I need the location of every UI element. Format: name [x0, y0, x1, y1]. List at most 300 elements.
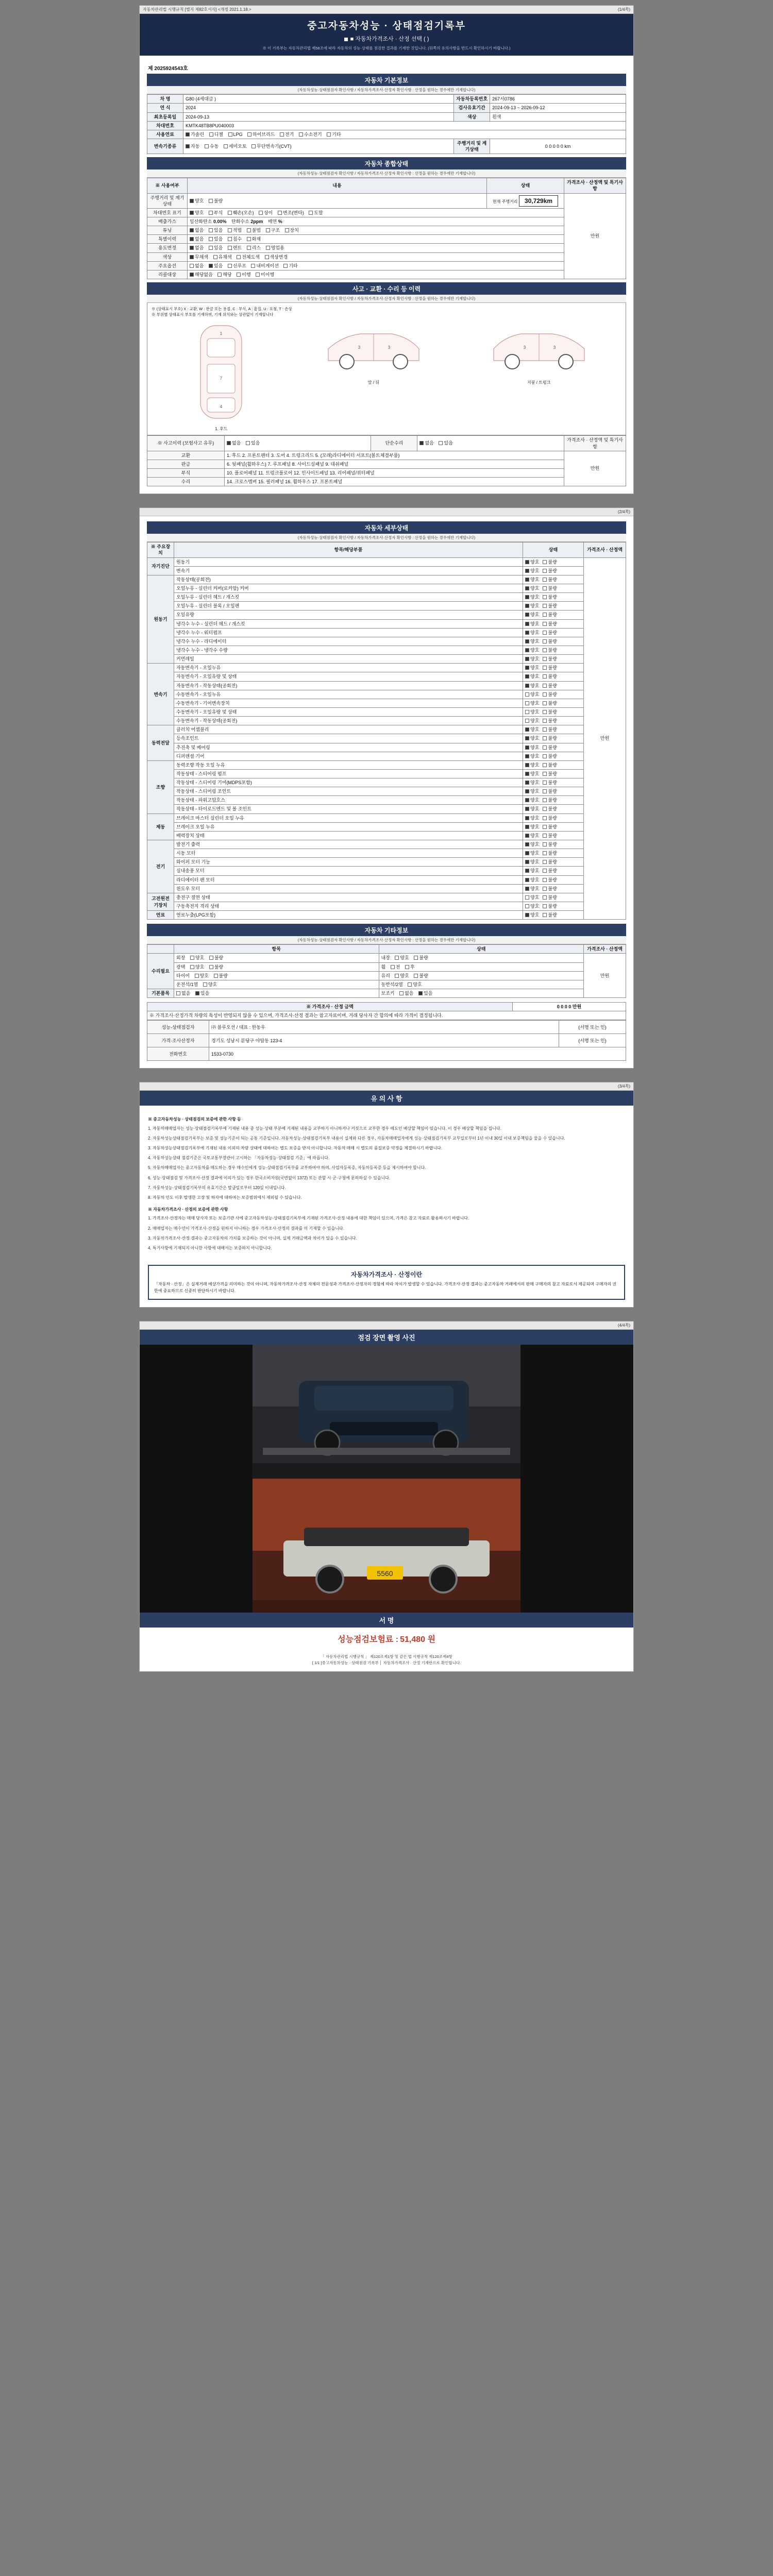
checkbox-icon[interactable]	[186, 144, 190, 148]
state-bad[interactable]: 불량	[543, 691, 557, 698]
checkbox-icon[interactable]	[543, 631, 547, 635]
state-good[interactable]: 양호	[525, 577, 539, 583]
checkbox-icon[interactable]	[190, 965, 194, 969]
state-bad[interactable]: 불량	[543, 656, 557, 662]
checkbox-icon[interactable]	[190, 246, 194, 250]
checkbox-icon[interactable]	[237, 255, 241, 259]
checkbox-icon[interactable]	[525, 692, 529, 697]
checkbox-icon[interactable]	[543, 595, 547, 599]
checkbox-icon[interactable]	[278, 211, 282, 215]
state-bad[interactable]: 불량	[543, 577, 557, 583]
state-good[interactable]: 양호	[525, 797, 539, 803]
checkbox-icon[interactable]	[395, 956, 399, 960]
checkbox-icon[interactable]	[237, 273, 241, 277]
state-bad[interactable]: 불량	[543, 709, 557, 715]
checkbox-icon[interactable]	[543, 763, 547, 767]
state-good[interactable]: 양호	[525, 585, 539, 591]
checkbox-icon[interactable]	[525, 613, 529, 617]
checkbox-icon[interactable]	[525, 604, 529, 608]
state-good[interactable]: 양호	[525, 621, 539, 627]
checkbox-icon[interactable]	[525, 631, 529, 635]
checkbox-icon[interactable]	[190, 956, 194, 960]
wheel-front[interactable]: 전	[391, 964, 400, 970]
checkbox-icon[interactable]	[543, 684, 547, 688]
checkbox-icon[interactable]	[525, 887, 529, 891]
state-good[interactable]: 양호	[525, 877, 539, 883]
checkbox-icon[interactable]	[525, 772, 529, 776]
fuel-option-gasoline[interactable]: 가솔린	[186, 131, 204, 138]
state-good[interactable]: 양호	[525, 859, 539, 865]
fuel-option-hydrogen[interactable]: 수소전기	[299, 131, 322, 138]
trans-option-cvt[interactable]: 무단변속기(CVT)	[251, 143, 291, 149]
checkbox-icon[interactable]	[525, 639, 529, 643]
exterior-bad[interactable]: 불량	[209, 955, 223, 961]
inspector-sign[interactable]: (서명 또는 인)	[559, 1021, 626, 1034]
state-good[interactable]: 양호	[525, 647, 539, 653]
checkbox-icon[interactable]	[543, 789, 547, 793]
checkbox-icon[interactable]	[543, 904, 547, 908]
state-good[interactable]: 양호	[525, 886, 539, 892]
accident-none[interactable]: 없음	[227, 440, 241, 446]
checkbox-icon[interactable]	[209, 264, 213, 268]
checkbox-icon[interactable]	[543, 586, 547, 590]
state-bad[interactable]: 불량	[543, 894, 557, 901]
checkbox-icon[interactable]	[228, 211, 232, 215]
checkbox-icon[interactable]	[525, 904, 529, 908]
checkbox-icon[interactable]	[408, 982, 412, 987]
checkbox-icon[interactable]	[195, 991, 199, 995]
checkbox-icon[interactable]	[543, 719, 547, 723]
state-bad[interactable]: 불량	[543, 779, 557, 786]
checkbox-icon[interactable]	[543, 674, 547, 679]
tuning-structure[interactable]: 구조	[266, 227, 280, 233]
checkbox-icon[interactable]	[391, 965, 395, 969]
special-fire[interactable]: 화재	[247, 236, 261, 242]
state-good[interactable]: 양호	[525, 683, 539, 689]
state-bad[interactable]: 불량	[543, 559, 557, 565]
color-changed[interactable]: 색상변경	[265, 254, 288, 260]
state-bad[interactable]: 불량	[543, 868, 557, 874]
checkbox-icon[interactable]	[246, 441, 250, 445]
checkbox-icon[interactable]	[525, 895, 529, 900]
state-bad[interactable]: 불량	[543, 638, 557, 645]
checkbox-icon[interactable]	[543, 869, 547, 873]
checkbox-icon[interactable]	[525, 851, 529, 855]
trans-option-auto[interactable]: 자동	[186, 143, 199, 149]
checkbox-icon[interactable]	[283, 264, 288, 268]
simple-none[interactable]: 없음	[419, 440, 433, 446]
checkbox-icon[interactable]	[299, 132, 303, 137]
checkbox-icon[interactable]	[543, 560, 547, 564]
vin-erased[interactable]: 도말	[309, 210, 323, 216]
checkbox-icon[interactable]	[203, 982, 207, 987]
options-navigation[interactable]: 내비게이션	[251, 263, 278, 269]
checkbox-icon[interactable]	[543, 913, 547, 917]
state-bad[interactable]: 불량	[543, 612, 557, 618]
state-bad[interactable]: 불량	[543, 850, 557, 856]
simple-yes[interactable]: 있음	[439, 440, 452, 446]
state-good[interactable]: 양호	[525, 868, 539, 874]
state-bad[interactable]: 불량	[543, 788, 557, 794]
state-bad[interactable]: 불량	[543, 630, 557, 636]
checkbox-icon[interactable]	[543, 834, 547, 838]
checkbox-icon[interactable]	[285, 228, 289, 232]
trans-option-semi[interactable]: 세미오토	[224, 143, 247, 149]
checkbox-icon[interactable]	[190, 228, 194, 232]
checkbox-icon[interactable]	[247, 246, 251, 250]
checkbox-icon[interactable]	[525, 657, 529, 661]
state-bad[interactable]: 불량	[543, 621, 557, 627]
checkbox-icon[interactable]	[525, 736, 529, 740]
checkbox-icon[interactable]	[251, 264, 255, 268]
state-good[interactable]: 양호	[525, 673, 539, 680]
state-bad[interactable]: 불량	[543, 673, 557, 680]
options-none[interactable]: 없음	[190, 263, 204, 269]
checkbox-icon[interactable]	[525, 595, 529, 599]
vin-damage[interactable]: 훼손(오손)	[228, 210, 254, 216]
checkbox-icon[interactable]	[259, 211, 263, 215]
checkbox-icon[interactable]	[228, 264, 232, 268]
checkbox-icon[interactable]	[209, 211, 213, 215]
recall-done[interactable]: 이행	[237, 272, 250, 278]
checkbox-icon[interactable]	[399, 991, 404, 995]
state-good[interactable]: 양호	[525, 638, 539, 645]
state-bad[interactable]: 불량	[543, 815, 557, 821]
checkbox-icon[interactable]	[525, 878, 529, 882]
checkbox-icon[interactable]	[525, 578, 529, 582]
state-bad[interactable]: 불량	[543, 859, 557, 865]
state-good[interactable]: 양호	[525, 753, 539, 759]
odo-good[interactable]: 양호	[190, 198, 204, 204]
checkbox-icon[interactable]	[214, 974, 218, 978]
checkbox-icon[interactable]	[525, 569, 529, 573]
checkbox-icon[interactable]	[543, 701, 547, 705]
checkbox-icon[interactable]	[209, 199, 213, 203]
state-good[interactable]: 양호	[525, 709, 539, 715]
state-bad[interactable]: 불량	[543, 585, 557, 591]
checkbox-icon[interactable]	[405, 965, 409, 969]
checkbox-icon[interactable]	[209, 246, 213, 250]
checkbox-icon[interactable]	[525, 719, 529, 723]
checkbox-icon[interactable]	[543, 604, 547, 608]
state-bad[interactable]: 불량	[543, 735, 557, 741]
state-good[interactable]: 양호	[525, 568, 539, 574]
state-good[interactable]: 양호	[525, 630, 539, 636]
state-bad[interactable]: 불량	[543, 726, 557, 733]
checkbox-icon[interactable]	[190, 273, 194, 277]
checkbox-icon[interactable]	[525, 825, 529, 829]
state-bad[interactable]: 불량	[543, 603, 557, 609]
state-bad[interactable]: 불량	[543, 771, 557, 777]
state-good[interactable]: 양호	[525, 612, 539, 618]
seat2-good[interactable]: 양호	[408, 981, 422, 988]
checkbox-icon[interactable]	[543, 807, 547, 811]
checkbox-icon[interactable]	[419, 441, 424, 445]
checkbox-icon[interactable]	[525, 622, 529, 626]
checkbox-icon[interactable]	[209, 237, 213, 241]
special-flood[interactable]: 침수	[228, 236, 242, 242]
checkbox-icon[interactable]	[205, 144, 209, 148]
wheel-rear[interactable]: 후	[405, 964, 415, 970]
checkbox-icon[interactable]	[543, 887, 547, 891]
checkbox-icon[interactable]	[439, 441, 443, 445]
state-bad[interactable]: 불량	[543, 797, 557, 803]
state-bad[interactable]: 불량	[543, 700, 557, 706]
checkbox-icon[interactable]	[543, 895, 547, 900]
checkbox-icon[interactable]	[543, 639, 547, 643]
color-chromatic[interactable]: 유채색	[213, 254, 232, 260]
checkbox-icon[interactable]	[251, 144, 256, 148]
vin-diff[interactable]: 상이	[259, 210, 273, 216]
checkbox-icon[interactable]	[543, 781, 547, 785]
state-bad[interactable]: 불량	[543, 683, 557, 689]
state-bad[interactable]: 불량	[543, 886, 557, 892]
state-bad[interactable]: 불량	[543, 912, 557, 918]
tuning-device[interactable]: 장치	[285, 227, 299, 233]
polish-good[interactable]: 양호	[190, 964, 204, 970]
checkbox-icon[interactable]	[256, 273, 260, 277]
checkbox-icon[interactable]	[543, 666, 547, 670]
state-bad[interactable]: 불량	[543, 594, 557, 600]
appraiser-sign[interactable]: (서명 또는 인)	[559, 1034, 626, 1047]
checkbox-icon[interactable]	[525, 754, 529, 758]
checkbox-icon[interactable]	[543, 860, 547, 864]
checkbox-icon[interactable]	[525, 586, 529, 590]
fuel-option-other[interactable]: 기타	[327, 131, 341, 138]
checkbox-icon[interactable]	[395, 974, 399, 978]
state-good[interactable]: 양호	[525, 735, 539, 741]
checkbox-icon[interactable]	[525, 789, 529, 793]
color-full-repaint[interactable]: 전체도색	[237, 254, 260, 260]
checkbox-icon[interactable]	[217, 273, 222, 277]
tuning-legal[interactable]: 적법	[228, 227, 242, 233]
exterior-good[interactable]: 양호	[190, 955, 204, 961]
basic-none[interactable]: 없음	[176, 990, 190, 996]
vin-rust[interactable]: 부식	[209, 210, 223, 216]
state-good[interactable]: 양호	[525, 833, 539, 839]
state-good[interactable]: 양호	[525, 824, 539, 830]
checkbox-icon[interactable]	[525, 684, 529, 688]
checkbox-icon[interactable]	[266, 228, 270, 232]
glass-bad[interactable]: 불량	[414, 973, 428, 979]
usechange-yes[interactable]: 있음	[209, 245, 223, 251]
checkbox-icon[interactable]	[525, 913, 529, 917]
state-bad[interactable]: 불량	[543, 568, 557, 574]
state-good[interactable]: 양호	[525, 841, 539, 848]
state-good[interactable]: 양호	[525, 903, 539, 909]
checkbox-icon[interactable]	[543, 825, 547, 829]
checkbox-icon[interactable]	[414, 974, 418, 978]
checkbox-icon[interactable]	[543, 622, 547, 626]
checkbox-icon[interactable]	[543, 648, 547, 652]
basic-yes[interactable]: 있음	[195, 990, 209, 996]
checkbox-icon[interactable]	[543, 736, 547, 740]
checkbox-icon[interactable]	[543, 710, 547, 714]
checkbox-icon[interactable]	[186, 132, 190, 137]
checkbox-icon[interactable]	[543, 842, 547, 846]
tuning-none[interactable]: 없음	[190, 227, 204, 233]
checkbox-icon[interactable]	[228, 228, 232, 232]
checkbox-icon[interactable]	[525, 648, 529, 652]
state-bad[interactable]: 불량	[543, 903, 557, 909]
checkbox-icon[interactable]	[195, 974, 199, 978]
state-good[interactable]: 양호	[525, 806, 539, 812]
checkbox-icon[interactable]	[525, 834, 529, 838]
checkbox-icon[interactable]	[525, 798, 529, 802]
checkbox-icon[interactable]	[543, 816, 547, 820]
state-good[interactable]: 양호	[525, 744, 539, 751]
state-bad[interactable]: 불량	[543, 647, 557, 653]
checkbox-icon[interactable]	[525, 727, 529, 732]
checkbox-icon[interactable]	[418, 991, 423, 995]
checkbox-icon[interactable]	[309, 211, 313, 215]
checkbox-icon[interactable]	[525, 763, 529, 767]
usechange-none[interactable]: 없음	[190, 245, 204, 251]
checkbox-icon[interactable]	[543, 569, 547, 573]
polish-bad[interactable]: 불량	[209, 964, 223, 970]
checkbox-icon[interactable]	[228, 237, 232, 241]
checkbox-icon[interactable]	[190, 255, 194, 259]
options-yes[interactable]: 있음	[209, 263, 223, 269]
checkbox-icon[interactable]	[543, 657, 547, 661]
state-good[interactable]: 양호	[525, 700, 539, 706]
checkbox-icon[interactable]	[525, 869, 529, 873]
checkbox-icon[interactable]	[190, 237, 194, 241]
state-good[interactable]: 양호	[525, 718, 539, 724]
options-etc[interactable]: 기타	[283, 263, 297, 269]
usechange-rent[interactable]: 렌트	[228, 245, 242, 251]
glass-good[interactable]: 양호	[395, 973, 409, 979]
checkbox-icon[interactable]	[525, 816, 529, 820]
state-bad[interactable]: 불량	[543, 665, 557, 671]
recall-not-done[interactable]: 미이행	[256, 272, 274, 278]
checkbox-icon[interactable]	[224, 144, 228, 148]
checkbox-icon[interactable]	[543, 798, 547, 802]
checkbox-icon[interactable]	[543, 692, 547, 697]
sparekey-yes[interactable]: 있음	[418, 990, 432, 996]
checkbox-icon[interactable]	[414, 956, 418, 960]
trans-option-manual[interactable]: 수동	[205, 143, 219, 149]
state-good[interactable]: 양호	[525, 850, 539, 856]
state-good[interactable]: 양호	[525, 762, 539, 768]
special-none[interactable]: 없음	[190, 236, 204, 242]
checkbox-icon[interactable]	[543, 754, 547, 758]
color-achromatic[interactable]: 무채색	[190, 254, 208, 260]
state-bad[interactable]: 불량	[543, 833, 557, 839]
state-good[interactable]: 양호	[525, 815, 539, 821]
sparekey-none[interactable]: 없음	[399, 990, 413, 996]
state-bad[interactable]: 불량	[543, 841, 557, 848]
checkbox-icon[interactable]	[525, 710, 529, 714]
checkbox-icon[interactable]	[247, 237, 251, 241]
checkbox-icon[interactable]	[176, 991, 180, 995]
checkbox-icon[interactable]	[525, 701, 529, 705]
interior-good[interactable]: 양호	[395, 955, 409, 961]
checkbox-icon[interactable]	[525, 860, 529, 864]
tire-good[interactable]: 양호	[195, 973, 209, 979]
accident-yes[interactable]: 있음	[246, 440, 260, 446]
usechange-lease[interactable]: 리스	[247, 245, 261, 251]
state-bad[interactable]: 불량	[543, 753, 557, 759]
state-good[interactable]: 양호	[525, 771, 539, 777]
checkbox-icon[interactable]	[280, 132, 284, 137]
checkbox-icon[interactable]	[543, 727, 547, 732]
state-bad[interactable]: 불량	[543, 762, 557, 768]
state-bad[interactable]: 불량	[543, 877, 557, 883]
state-good[interactable]: 양호	[525, 691, 539, 698]
checkbox-icon[interactable]	[227, 441, 231, 445]
state-bad[interactable]: 불량	[543, 806, 557, 812]
state-good[interactable]: 양호	[525, 726, 539, 733]
checkbox-icon[interactable]	[190, 211, 194, 215]
tuning-yes[interactable]: 있음	[209, 227, 223, 233]
checkbox-icon[interactable]	[525, 842, 529, 846]
fuel-option-lpg[interactable]: LPG	[228, 131, 243, 138]
checkbox-icon[interactable]	[209, 965, 213, 969]
special-yes[interactable]: 있음	[209, 236, 223, 242]
seat1-good[interactable]: 양호	[203, 981, 217, 988]
state-good[interactable]: 양호	[525, 779, 539, 786]
checkbox-icon[interactable]	[209, 132, 213, 137]
checkbox-icon[interactable]	[543, 878, 547, 882]
vin-good[interactable]: 양호	[190, 210, 204, 216]
recall-na[interactable]: 해당없음	[190, 272, 213, 278]
state-good[interactable]: 양호	[525, 559, 539, 565]
state-good[interactable]: 양호	[525, 656, 539, 662]
fuel-option-hybrid[interactable]: 하이브리드	[247, 131, 275, 138]
checkbox-icon[interactable]	[525, 674, 529, 679]
checkbox-icon[interactable]	[543, 578, 547, 582]
checkbox-icon[interactable]	[247, 132, 251, 137]
tire-bad[interactable]: 불량	[214, 973, 228, 979]
vin-altered[interactable]: 변조(변타)	[278, 210, 304, 216]
tuning-illegal[interactable]: 불법	[247, 227, 261, 233]
checkbox-icon[interactable]	[190, 264, 194, 268]
checkbox-icon[interactable]	[543, 613, 547, 617]
checkbox-icon[interactable]	[525, 781, 529, 785]
checkbox-icon[interactable]	[265, 255, 269, 259]
checkbox-icon[interactable]	[228, 132, 232, 137]
checkbox-icon[interactable]	[525, 745, 529, 750]
state-bad[interactable]: 불량	[543, 824, 557, 830]
checkbox-icon[interactable]	[525, 560, 529, 564]
checkbox-icon[interactable]	[327, 132, 331, 137]
checkbox-icon[interactable]	[525, 807, 529, 811]
state-bad[interactable]: 불량	[543, 718, 557, 724]
checkbox-icon[interactable]	[543, 851, 547, 855]
checkbox-icon[interactable]	[213, 255, 217, 259]
checkbox-icon[interactable]	[209, 956, 213, 960]
odo-bad[interactable]: 불량	[209, 198, 223, 204]
checkbox-icon[interactable]	[543, 772, 547, 776]
checkbox-icon[interactable]	[525, 666, 529, 670]
options-sunroof[interactable]: 선루프	[228, 263, 246, 269]
checkbox-icon[interactable]	[247, 228, 251, 232]
recall-yes[interactable]: 해당	[217, 272, 231, 278]
checkbox-icon[interactable]	[543, 745, 547, 750]
fuel-option-ev[interactable]: 전기	[280, 131, 294, 138]
state-bad[interactable]: 불량	[543, 744, 557, 751]
checkbox-icon[interactable]	[228, 246, 232, 250]
state-good[interactable]: 양호	[525, 665, 539, 671]
fuel-option-diesel[interactable]: 디젤	[209, 131, 223, 138]
checkbox-icon[interactable]	[190, 199, 194, 203]
checkbox-icon[interactable]	[209, 228, 213, 232]
state-good[interactable]: 양호	[525, 788, 539, 794]
checkbox-icon[interactable]	[266, 246, 270, 250]
state-good[interactable]: 양호	[525, 603, 539, 609]
state-good[interactable]: 양호	[525, 894, 539, 901]
